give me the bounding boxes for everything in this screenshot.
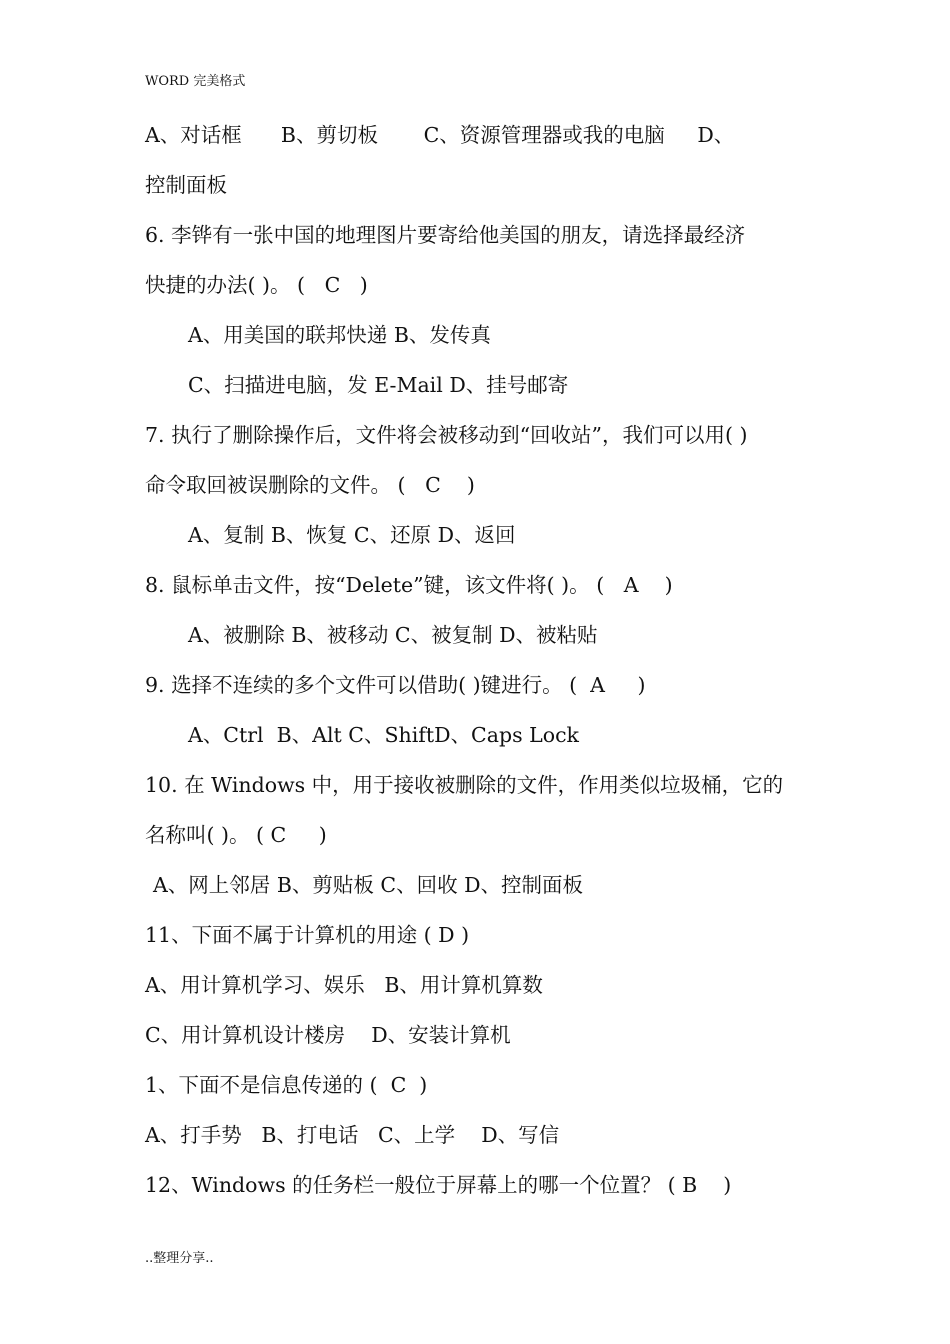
question-12: 12、Windows 的任务栏一般位于屏幕上的哪一个位置？ ( B )	[145, 1173, 732, 1197]
text-line: 快捷的办法( )。 ( C )	[145, 273, 368, 297]
text-line: 控制面板	[145, 173, 227, 197]
text-line: 名称叫( )。 ( C )	[145, 823, 327, 847]
question-6: 6. 李铧有一张中国的地理图片要寄给他美国的朋友，请选择最经济	[145, 223, 746, 247]
question-7: 7. 执行了删除操作后，文件将会被移动到“回收站”，我们可以用( )	[145, 423, 748, 447]
question-11: 11、下面不属于计算机的用途 ( D )	[145, 923, 470, 947]
options-line: A、打手势 B、打电话 C、上学 D、写信	[145, 1123, 560, 1147]
question-8: 8. 鼠标单击文件，按“Delete”键，该文件将( )。 ( A )	[145, 573, 673, 597]
question-1: 1、下面不是信息传递的 ( C )	[145, 1073, 428, 1097]
question-9: 9. 选择不连续的多个文件可以借助( )键进行。 ( A )	[145, 673, 646, 697]
text-line: A、对话框 B、剪切板 C、资源管理器或我的电脑 D、	[145, 123, 735, 147]
options-line: C、用计算机设计楼房 D、安装计算机	[145, 1023, 511, 1047]
page-header: WORD 完美格式	[145, 74, 246, 89]
text-line: 命令取回被误删除的文件。 ( C )	[145, 473, 475, 497]
options-line: A、被删除 B、被移动 C、被复制 D、被粘贴	[188, 623, 598, 647]
question-10: 10. 在 Windows 中，用于接收被删除的文件，作用类似垃圾桶，它的	[145, 773, 784, 797]
options-line: A、用美国的联邦快递 B、发传真	[188, 323, 491, 347]
page-footer: ..整理分享..	[145, 1251, 214, 1266]
options-line: A、Ctrl B、Alt C、ShiftD、Caps Lock	[188, 723, 579, 747]
options-line: A、用计算机学习、娱乐 B、用计算机算数	[145, 973, 543, 997]
document-body	[0, 110, 950, 1210]
options-line: A、网上邻居 B、剪贴板 C、回收 D、控制面板	[153, 873, 584, 897]
options-line: A、复制 B、恢复 C、还原 D、返回	[188, 523, 516, 547]
options-line: C、扫描进电脑，发 E-Mail D、挂号邮寄	[188, 373, 569, 397]
